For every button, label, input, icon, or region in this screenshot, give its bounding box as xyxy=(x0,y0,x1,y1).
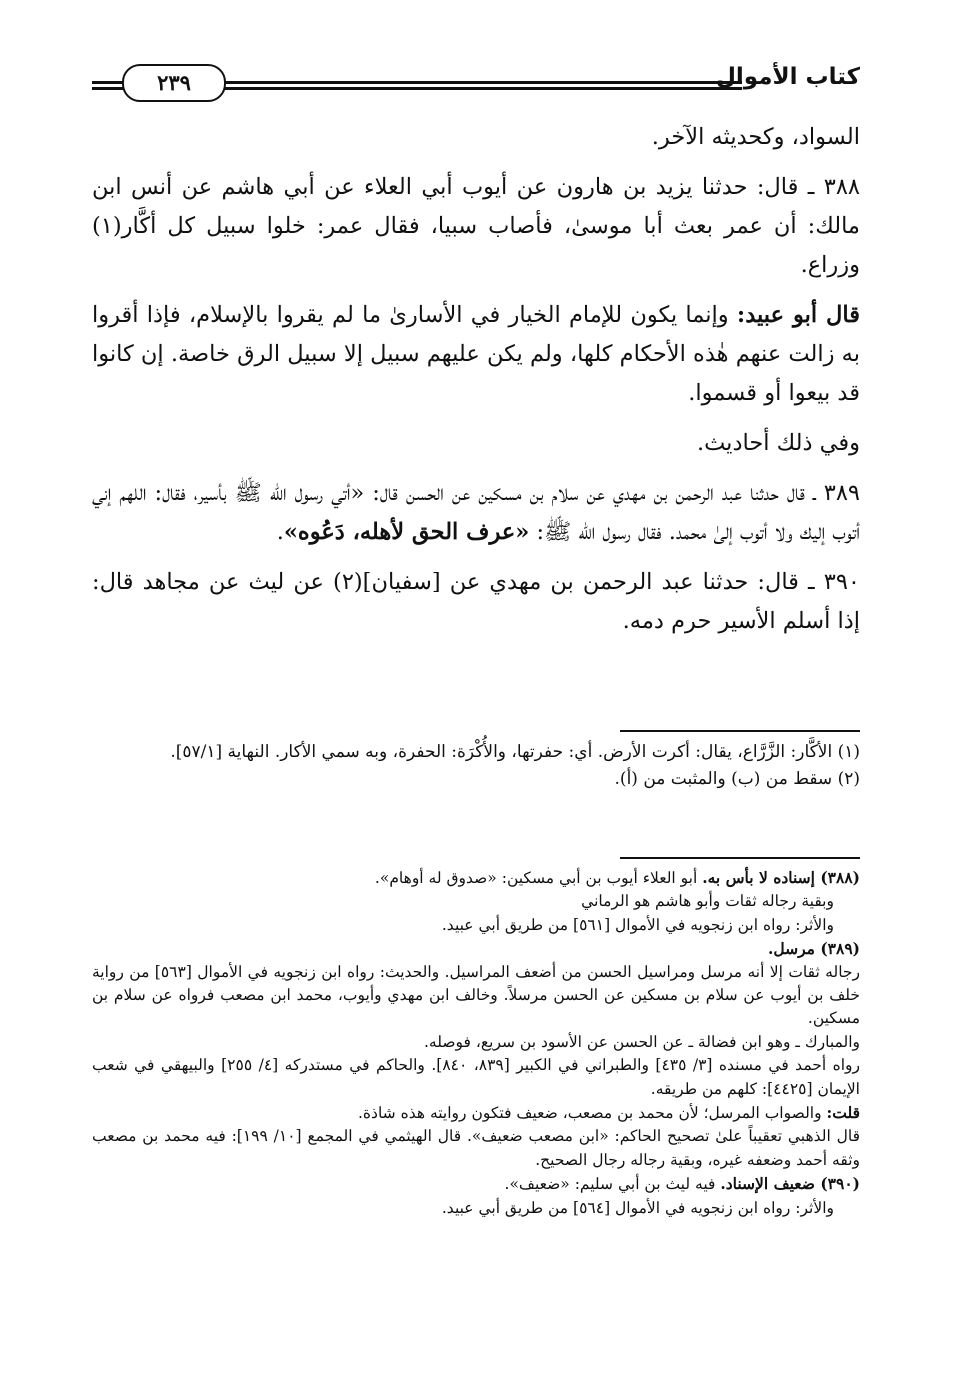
takhrij-390-line2: والأثر: رواه ابن زنجويه في الأموال [٥٦٤] من طريق أبي عبيد. xyxy=(441,1198,834,1217)
takhrij-390-grade: (٣٩٠) ضعيف الإسناد. xyxy=(720,1174,860,1194)
takhrij-388-line2: وبقية رجاله ثقات وأبو هاشم هو الرماني xyxy=(581,892,834,911)
footnotes xyxy=(92,740,860,794)
footnote-separator xyxy=(620,730,860,732)
qultu-lead: قلت: xyxy=(826,1103,860,1123)
takhrij-389-line2: والمبارك ـ وهو ابن فضالة ـ عن الحسن عن الأسود بن سريع، فوصله. xyxy=(424,1032,860,1051)
takhrij-390-text: فيه ليث بن أبي سليم: «ضعيف». xyxy=(504,1175,721,1194)
takhrij-separator xyxy=(620,857,860,859)
qultu-text: والصواب المرسل؛ لأن محمد بن مصعب، ضعيف فتكون روايته هذه شاذة. xyxy=(358,1104,827,1123)
hadith-390: ٣٩٠ ـ قال: حدثنا عبد الرحمن بن مهدي عن [سفيان](٢) عن ليث عن مجاهد قال: إذا أسلم الأسير حرم دمه. xyxy=(92,569,861,634)
takhrij-389-qultu xyxy=(92,1101,860,1125)
takhrij-389-grade: (٣٨٩) مرسل. xyxy=(767,939,860,959)
takhrij-notes xyxy=(92,866,860,1220)
takhrij-389-dhahabi: قال الذهبي تعقيباً علىٰ تصحيح الحاكم: «ابن مصعب ضعيف». قال الهيثمي في المجمع [١٠/ ١٩٩]: فيه محمد بن مصعب وثقه أحمد وضعفه غيره، وبقية رجاله رجال الصحيح. xyxy=(92,1127,860,1169)
abu-ubaid-lead: قال أبو عبيد: xyxy=(736,302,860,328)
takhrij-389-line3: رواه أحمد في مسنده [٣/ ٤٣٥] والطبراني في الكبير [٨٣٩، ٨٤٠]. والحاكم في مستدركه [٤/ ٢٥٥] والبيهقي في شعب الإيمان [٤٤٢٥]: كلهم من طريقه. xyxy=(92,1056,861,1098)
hadith-389-quote: «عرف الحق لأهله، دَعُوه» xyxy=(283,519,530,545)
hadith-388: ٣٨٨ ـ قال: حدثنا يزيد بن هارون عن أيوب أبي العلاء عن أبي هاشم عن أنس ابن مالك: أن عمر بعث أبا موسىٰ، فأصاب سبيا، فقال عمر: خلوا سبيل كل أكَّار(١) وزراع. xyxy=(92,174,860,278)
hadith-389-end: . xyxy=(276,519,284,545)
takhrij-389-line1: رجاله ثقات إلا أنه مرسل ومراسيل الحسن من أضعف المراسيل. والحديث: رواه ابن زنجويه في الأموال [٥٦٣] من رواية خلف بن أيوب عن سلام بن مسكين عن الحسن مرسلاً. وخالف ابن مهدي وأيوب، محمد ابن مصعب فرواه عن سلام بن مسكين. xyxy=(92,962,860,1028)
abu-ubaid-comment xyxy=(92,296,860,413)
abu-ubaid-text: وإنما يكون للإمام الخيار في الأسارىٰ ما لم يقروا بالإسلام، فإذا أقروا به زالت عنهم هٰذه الأحكام كلها، ولم يكن عليهم سبيل إلا سبيل الرق خاصة. إن كانوا قد بيعوا أو قسموا. xyxy=(92,302,860,406)
takhrij-388-text: أبو العلاء أيوب بن أبي مسكين: «صدوق له أوهام». xyxy=(374,869,703,887)
takhrij-390-head xyxy=(92,1172,860,1196)
main-text xyxy=(92,118,860,652)
running-title: كتاب الأموال xyxy=(715,64,860,90)
page-number: ٢٣٩ xyxy=(122,64,226,102)
hadith-389 xyxy=(92,474,860,552)
footnote-1: (١) الأكَّار: الزَّرَّاع، يقال: أكرت الأرض. أي: حفرتها، والأُكْرَة: الحفرة، وبه سمي الأكار. النهاية [٥٧/١]. xyxy=(170,742,860,762)
page-header xyxy=(92,62,860,102)
ahadith-intro: وفي ذلك أحاديث. xyxy=(696,430,860,456)
hadith-389-text: ٣٨٩ ـ قال حدثنا عبد الرحمن بن مهدي عن سلام بن مسكين عن الحسن قال: «أتي رسول الله ﷺ بأسير، فقال: اللهم إني أتوب إليك ولا أتوب إلىٰ محمد. فقال رسول الله ﷺ: xyxy=(92,480,860,545)
takhrij-388-line3: والأثر: رواه ابن زنجويه في الأموال [٥٦١] من طريق أبي عبيد. xyxy=(441,915,834,934)
takhrij-388-head xyxy=(92,866,860,890)
takhrij-388-grade: (٣٨٨) إسناده لا بأس به. xyxy=(702,868,860,887)
footnote-2: (٢) سقط من (ب) والمثبت من (أ). xyxy=(614,769,860,789)
paragraph-continuation: السواد، وكحديثه الآخر. xyxy=(651,124,860,150)
